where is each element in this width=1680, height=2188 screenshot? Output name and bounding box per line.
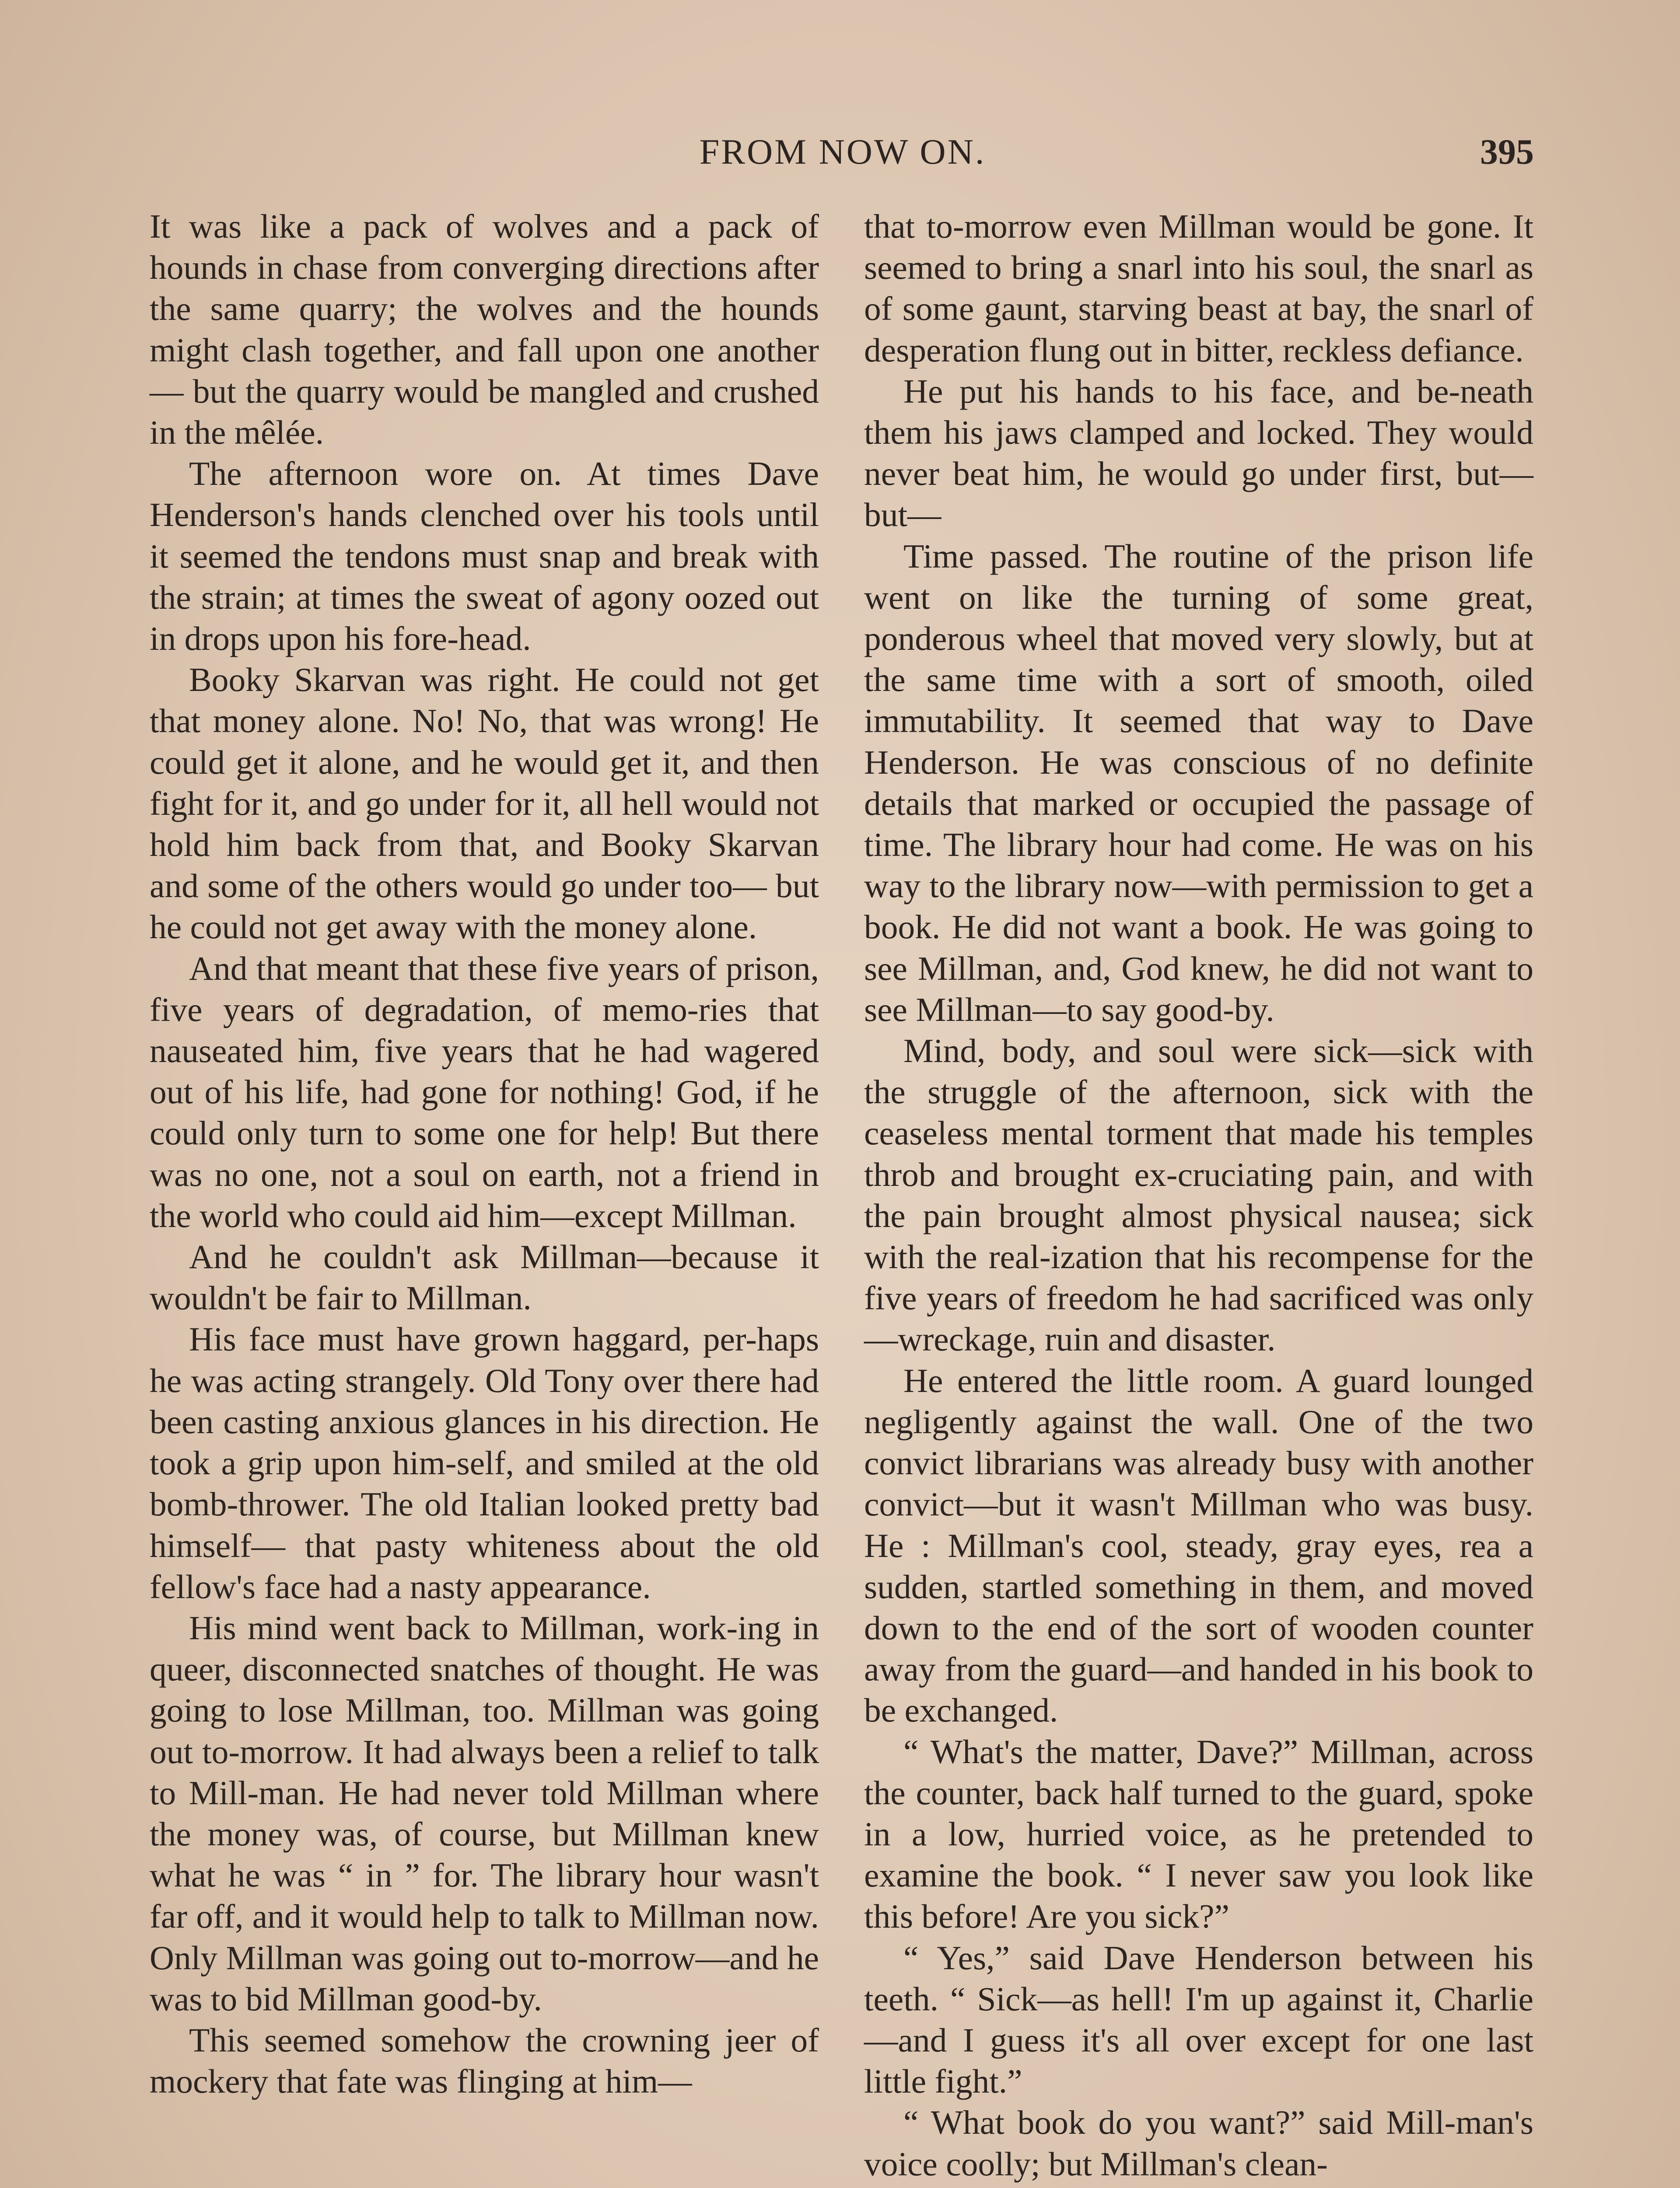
paragraph: His mind went back to Millman, work-ing in queer, disconnected snatches of thought. He was going to lose Millman, too. Millman was going out to-morrow. It had always been a relief to talk to Mill-man. He had never told Millman where the money was, of course, but Millman knew what he was “ in ” for. The library hour wasn't far off, and it would help to talk to Millman now. Only Millman was going out to-morrow—and he was to bid Millman good-by. <box>150 1609 819 2018</box>
right-text-column <box>864 206 1533 2184</box>
paragraph: And that meant that these five years of prison, five years of degradation, of memo-ries that nauseated him, five years that he had wagered out of his life, had gone for nothing! God, if he could only turn to some one for help! But there was no one, not a soul on earth, not a friend in the world who could aid him—except Millman. <box>150 949 819 1234</box>
paragraph: “ What's the matter, Dave?” Millman, across the counter, back half turned to the guard, spoke in a low, hurried voice, as he pretended to examine the book. “ I never saw you look like this before! Are you sick?” <box>864 1732 1533 1936</box>
paragraph: Time passed. The routine of the prison life went on like the turning of some great, ponderous wheel that moved very slowly, but at the same time with a sort of smooth, oiled immutability. It seemed that way to Dave Henderson. He was conscious of no definite details that marked or occupied the passage of time. The library hour had come. He was on his way to the library now—with permission to get a book. He did not want a book. He was going to see Millman, and, God knew, he did not want to see Millman—to say good-by. <box>864 537 1533 1028</box>
paragraph: His face must have grown haggard, per-haps he was acting strangely. Old Tony over there had been casting anxious glances in his direction. He took a grip upon him-self, and smiled at the old bomb-thrower. The old Italian looked pretty bad himself— that pasty whiteness about the old fellow's face had a nasty appearance. <box>150 1320 819 1606</box>
paragraph: Booky Skarvan was right. He could not get that money alone. No! No, that was wrong! He could get it alone, and he would get it, and then fight for it, and go under for it, all hell would not hold him back from that, and Booky Skarvan and some of the others would go under too— but he could not get away with the money alone. <box>150 661 819 946</box>
page-number: 395 <box>1480 132 1534 172</box>
paragraph: The afternoon wore on. At times Dave Henderson's hands clenched over his tools until it seemed the tendons must snap and break with the strain; at times the sweat of agony oozed out in drops upon his fore-head. <box>150 455 819 658</box>
paragraph: And he couldn't ask Millman—because it wouldn't be fair to Millman. <box>150 1238 819 1317</box>
paragraph: This seemed somehow the crowning jeer of mockery that fate was flinging at him— <box>150 2021 819 2100</box>
paragraph: “ Yes,” said Dave Henderson between his teeth. “ Sick—as hell! I'm up against it, Charlie—and I guess it's all over except for one last little fight.” <box>864 1939 1533 2100</box>
paragraph: He put his hands to his face, and be-neath them his jaws clamped and locked. They would never beat him, he would go under first, but—but— <box>864 372 1533 534</box>
left-text-column <box>150 206 819 2102</box>
page-header <box>151 131 1534 179</box>
paragraph: Mind, body, and soul were sick—sick with the struggle of the afternoon, sick with the ceaseless mental torment that made his temples throb and brought ex-cruciating pain, and with the pain brought almost physical nausea; sick with the real-ization that his recompense for the five years of freedom he had sacrificed was only —wreckage, ruin and disaster. <box>864 1032 1533 1358</box>
paragraph: It was like a pack of wolves and a pack of hounds in chase from converging directions after the same quarry; the wolves and the hounds might clash together, and fall upon one another — but the quarry would be mangled and crushed in the mêlée. <box>150 207 819 452</box>
paragraph: “ What book do you want?” said Mill-man's voice coolly; but Millman's clean- <box>864 2104 1533 2183</box>
running-title: FROM NOW ON. <box>699 132 986 172</box>
paragraph: He entered the little room. A guard lounged negligently against the wall. One of the two convict librarians was already busy with another convict—but it wasn't Millman who was busy. He : Millman's cool, steady, gray eyes, rea a sudden, startled something in them, and moved down to the end of the sort of wooden counter away from the guard—and handed in his book to be exchanged. <box>864 1361 1533 1729</box>
paragraph: that to-morrow even Millman would be gone. It seemed to bring a snarl into his soul, the snarl as of some gaunt, starving beast at bay, the snarl of desperation flung out in bitter, reckless defiance. <box>864 207 1533 369</box>
